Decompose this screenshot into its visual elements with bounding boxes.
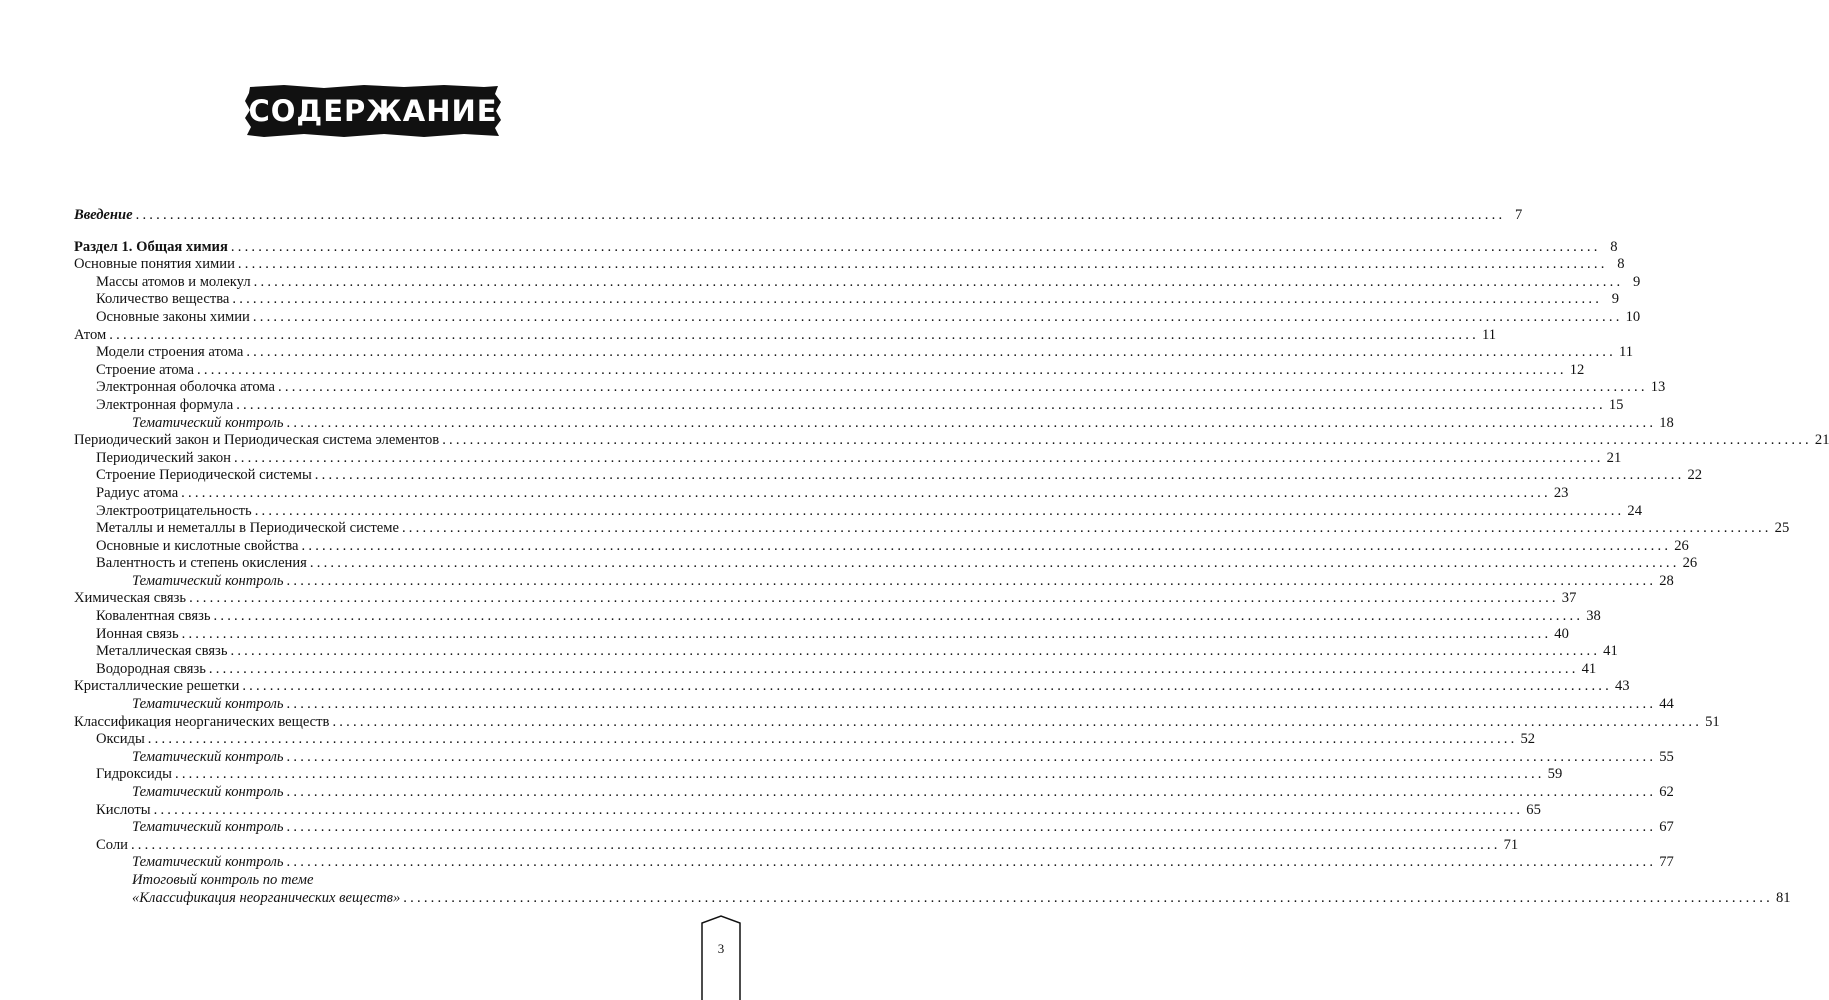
dot-leader: ........................................................................................................................................................................................................: [286, 748, 1657, 765]
toc-entry-page: 62: [1659, 784, 1674, 800]
toc-entry: [74, 396, 1624, 415]
toc-entry-title: Массы атомов и молекул: [96, 273, 251, 290]
dot-leader: ........................................................................................................................................................................................................: [135, 207, 1506, 223]
page-number-tab: [701, 915, 741, 1000]
toc-entry: [74, 379, 1666, 397]
toc-entry-page: 12: [1569, 361, 1585, 378]
toc-entry-title: Тематический контроль: [132, 696, 284, 713]
dot-leader: ........................................................................................................................................................................................................: [242, 678, 1612, 695]
toc-entry: [74, 326, 1497, 345]
toc-entry-title: Атом: [74, 326, 107, 343]
toc-entry: [74, 590, 1577, 608]
toc-entry: [74, 854, 1674, 872]
toc-entry-title: Ионная связь: [96, 625, 179, 642]
toc-entry-title: Модели строения атома: [96, 344, 244, 361]
toc-entry-title: Ковалентная связь: [96, 608, 211, 625]
toc-entry-title: Основные и кислотные свойства: [96, 537, 299, 554]
toc-entry: [74, 256, 1625, 274]
dot-leader: ........................................................................................................................................................................................................: [153, 801, 1524, 818]
dot-leader: ........................................................................................................................................................................................................: [230, 643, 1601, 660]
toc-entry-page: 52: [1520, 731, 1536, 748]
toc-entry-page: 7: [1515, 207, 1523, 223]
dot-leader: ........................................................................................................................................................................................................: [286, 819, 1657, 836]
toc-entry-title: Тематический контроль: [132, 819, 284, 836]
toc-entry-title: Металлы и неметаллы в Периодической системе: [96, 520, 399, 537]
bookmark-tab-shape: [701, 915, 741, 1000]
toc-entry: [74, 643, 1618, 661]
toc-entry-page: 65: [1526, 801, 1541, 818]
toc-entry-page: 21: [1814, 432, 1829, 449]
toc-entry-title: Кристаллические решетки: [74, 678, 240, 695]
dot-leader: ........................................................................................................................................................................................................: [230, 238, 1601, 255]
toc-entry: [74, 467, 1703, 485]
toc-entry-title: Основные законы химии: [96, 308, 250, 325]
dot-leader: ........................................................................................................................................................................................................: [332, 713, 1703, 730]
toc-entry-page: 77: [1659, 854, 1674, 871]
toc-entry: [74, 660, 1597, 679]
toc-entry: [74, 731, 1536, 749]
dot-leader: ........................................................................................................................................................................................................: [278, 379, 1648, 396]
toc-entry: [74, 502, 1642, 521]
toc-entry-page: 59: [1547, 766, 1563, 783]
toc-entry-title: Химическая связь: [74, 590, 187, 607]
toc-entry-title: Периодический закон: [96, 449, 231, 466]
dot-leader: ........................................................................................................................................................................................................: [147, 731, 1518, 748]
toc-entry-page: 18: [1659, 414, 1674, 431]
section-gap: [74, 225, 684, 239]
dot-leader: ........................................................................................................................................................................................................: [232, 291, 1603, 308]
dot-leader: ........................................................................................................................................................................................................: [233, 449, 1604, 466]
toc-entry: [74, 625, 1569, 644]
toc-entry-page: 9: [1611, 291, 1620, 308]
toc-entry-page: 23: [1553, 484, 1569, 501]
toc-entry-title: Тематический контроль: [132, 414, 284, 431]
toc-entry: [74, 696, 1674, 714]
dot-leader: ........................................................................................................................................................................................................: [208, 660, 1579, 677]
toc-entry-page: 55: [1659, 748, 1674, 765]
toc-entry-title: Электронная формула: [96, 396, 234, 413]
toc-entry-title: Тематический контроль: [132, 784, 284, 800]
toc-entry-title: «Классификация неорганических веществ»: [132, 889, 401, 906]
toc-entry-title: Электроотрицательность: [96, 502, 252, 519]
dot-leader: ........................................................................................................................................................................................................: [286, 414, 1657, 431]
toc-entry: [74, 889, 1791, 908]
toc-entry-title: Гидроксиды: [96, 766, 172, 783]
dot-leader: ........................................................................................................................................................................................................: [286, 572, 1657, 589]
dot-leader: ........................................................................................................................................................................................................: [181, 484, 1551, 501]
toc-entry: [74, 291, 1620, 309]
toc-entry-page: 71: [1503, 836, 1519, 853]
toc-entry: [74, 449, 1622, 468]
dot-leader: ........................................................................................................................................................................................................: [403, 889, 1773, 906]
toc-entry-page: 13: [1650, 379, 1666, 396]
dot-leader: ........................................................................................................................................................................................................: [252, 308, 1623, 325]
toc-entry-title: Тематический контроль: [132, 572, 284, 589]
toc-entry: [74, 344, 1634, 362]
toc-entry: [74, 520, 1790, 538]
toc-entry: [74, 414, 1674, 433]
dot-leader: ........................................................................................................................................................................................................: [181, 625, 1552, 642]
toc-entry-title: Металлическая связь: [96, 643, 228, 660]
toc-entry-title: Введение: [74, 207, 133, 223]
toc-entry-page: 11: [1619, 344, 1634, 361]
toc-entry: [74, 537, 1689, 556]
toc-entry: [74, 432, 1829, 450]
toc-entry: [74, 836, 1519, 855]
toc-entry: [74, 872, 684, 890]
toc-entry-page: 28: [1659, 572, 1674, 589]
toc-entry-page: 81: [1775, 889, 1791, 906]
dot-leader: ........................................................................................................................................................................................................: [286, 784, 1657, 800]
toc-entry: [74, 784, 1674, 802]
dot-leader: ........................................................................................................................................................................................................: [130, 836, 1501, 853]
toc-entry-title: Периодический закон и Периодическая система элементов: [74, 432, 440, 449]
toc-entry-title: Радиус атома: [96, 484, 179, 501]
dot-leader: ........................................................................................................................................................................................................: [213, 608, 1584, 625]
toc-entry: [74, 238, 1618, 257]
dot-leader: ........................................................................................................................................................................................................: [314, 467, 1685, 484]
toc-entry-page: 41: [1603, 643, 1618, 660]
toc-entry-page: 8: [1617, 256, 1625, 273]
toc-entry-title: Классификация неорганических веществ: [74, 713, 330, 730]
toc-entry-page: 24: [1627, 502, 1642, 519]
toc-entry-title: Строение атома: [96, 361, 195, 378]
toc-entry-page: 26: [1674, 537, 1689, 554]
toc-entry-page: 26: [1682, 555, 1698, 572]
toc-entry-page: 25: [1774, 520, 1790, 537]
toc-entry-page: 22: [1687, 467, 1703, 484]
toc-entry-page: 8: [1610, 238, 1618, 255]
dot-leader: ........................................................................................................................................................................................................: [301, 537, 1672, 554]
toc-entry-title: Раздел 1. Общая химия: [74, 238, 228, 255]
toc-entry: [74, 361, 1585, 380]
title-banner: [244, 84, 502, 138]
dot-leader: ........................................................................................................................................................................................................: [246, 344, 1616, 361]
toc-entry: [74, 801, 1541, 820]
toc-entry-title: Оксиды: [96, 731, 145, 748]
toc-entry: [74, 273, 1641, 292]
dot-leader: ........................................................................................................................................................................................................: [236, 396, 1606, 413]
toc-entry: [74, 207, 1523, 225]
dot-leader: ........................................................................................................................................................................................................: [174, 766, 1545, 783]
toc-entry-page: 11: [1481, 326, 1497, 343]
toc-entry-page: 15: [1608, 396, 1624, 413]
toc-entry-page: 37: [1561, 590, 1577, 607]
toc-entry-title: Электронная оболочка атома: [96, 379, 275, 396]
page-number: 3: [717, 941, 725, 956]
toc-entry: [74, 819, 1674, 837]
dot-leader: ........................................................................................................................................................................................................: [401, 520, 1772, 537]
toc-entry-title: Тематический контроль: [132, 854, 284, 871]
dot-leader: ........................................................................................................................................................................................................: [254, 502, 1625, 519]
page-title: СОДЕРЖАНИЕ: [248, 94, 498, 128]
toc-entry: [74, 713, 1720, 732]
dot-leader: ........................................................................................................................................................................................................: [197, 361, 1567, 378]
toc-entry: [74, 484, 1569, 503]
toc-entry-title: Строение Периодической системы: [96, 467, 312, 484]
toc-entry-title: Основные понятия химии: [74, 256, 235, 273]
toc-entry-page: 43: [1615, 678, 1630, 695]
toc-entry-page: 40: [1554, 625, 1569, 642]
toc-entry-page: 9: [1633, 273, 1641, 290]
toc-entry: [74, 678, 1630, 696]
dot-leader: ........................................................................................................................................................................................................: [237, 256, 1608, 273]
toc-entry-page: 41: [1581, 660, 1597, 677]
toc-entry-page: 44: [1659, 696, 1674, 713]
toc-entry-title: Тематический контроль: [132, 748, 284, 765]
dot-leader: ........................................................................................................................................................................................................: [109, 326, 1479, 343]
toc-entry-page: 51: [1705, 713, 1720, 730]
toc-entry: [74, 748, 1674, 767]
toc-entry: [74, 308, 1641, 327]
toc-entry-page: 21: [1606, 449, 1622, 466]
toc-entry-title: Количество вещества: [96, 291, 230, 308]
table-of-contents: [74, 207, 1829, 907]
toc-entry-page: 38: [1586, 608, 1601, 625]
toc-entry: [74, 608, 1601, 626]
toc-entry-page: 67: [1659, 819, 1674, 836]
dot-leader: ........................................................................................................................................................................................................: [309, 555, 1680, 572]
toc-entry-title: Водородная связь: [96, 660, 206, 677]
dot-leader: ........................................................................................................................................................................................................: [253, 273, 1624, 290]
toc-entry: [74, 555, 1698, 573]
dot-leader: ........................................................................................................................................................................................................: [442, 432, 1812, 449]
toc-entry-title: Соли: [96, 836, 128, 853]
toc-entry-title: Валентность и степень окисления: [96, 555, 307, 572]
toc-entry-title: Кислоты: [96, 801, 151, 818]
toc-entry-page: 10: [1625, 308, 1641, 325]
toc-entry: [74, 766, 1563, 784]
dot-leader: ........................................................................................................................................................................................................: [286, 854, 1657, 871]
toc-entry-title: Итоговый контроль по теме: [132, 871, 314, 888]
toc-entry: [74, 572, 1674, 591]
dot-leader: ........................................................................................................................................................................................................: [286, 696, 1657, 713]
dot-leader: ........................................................................................................................................................................................................: [189, 590, 1559, 607]
